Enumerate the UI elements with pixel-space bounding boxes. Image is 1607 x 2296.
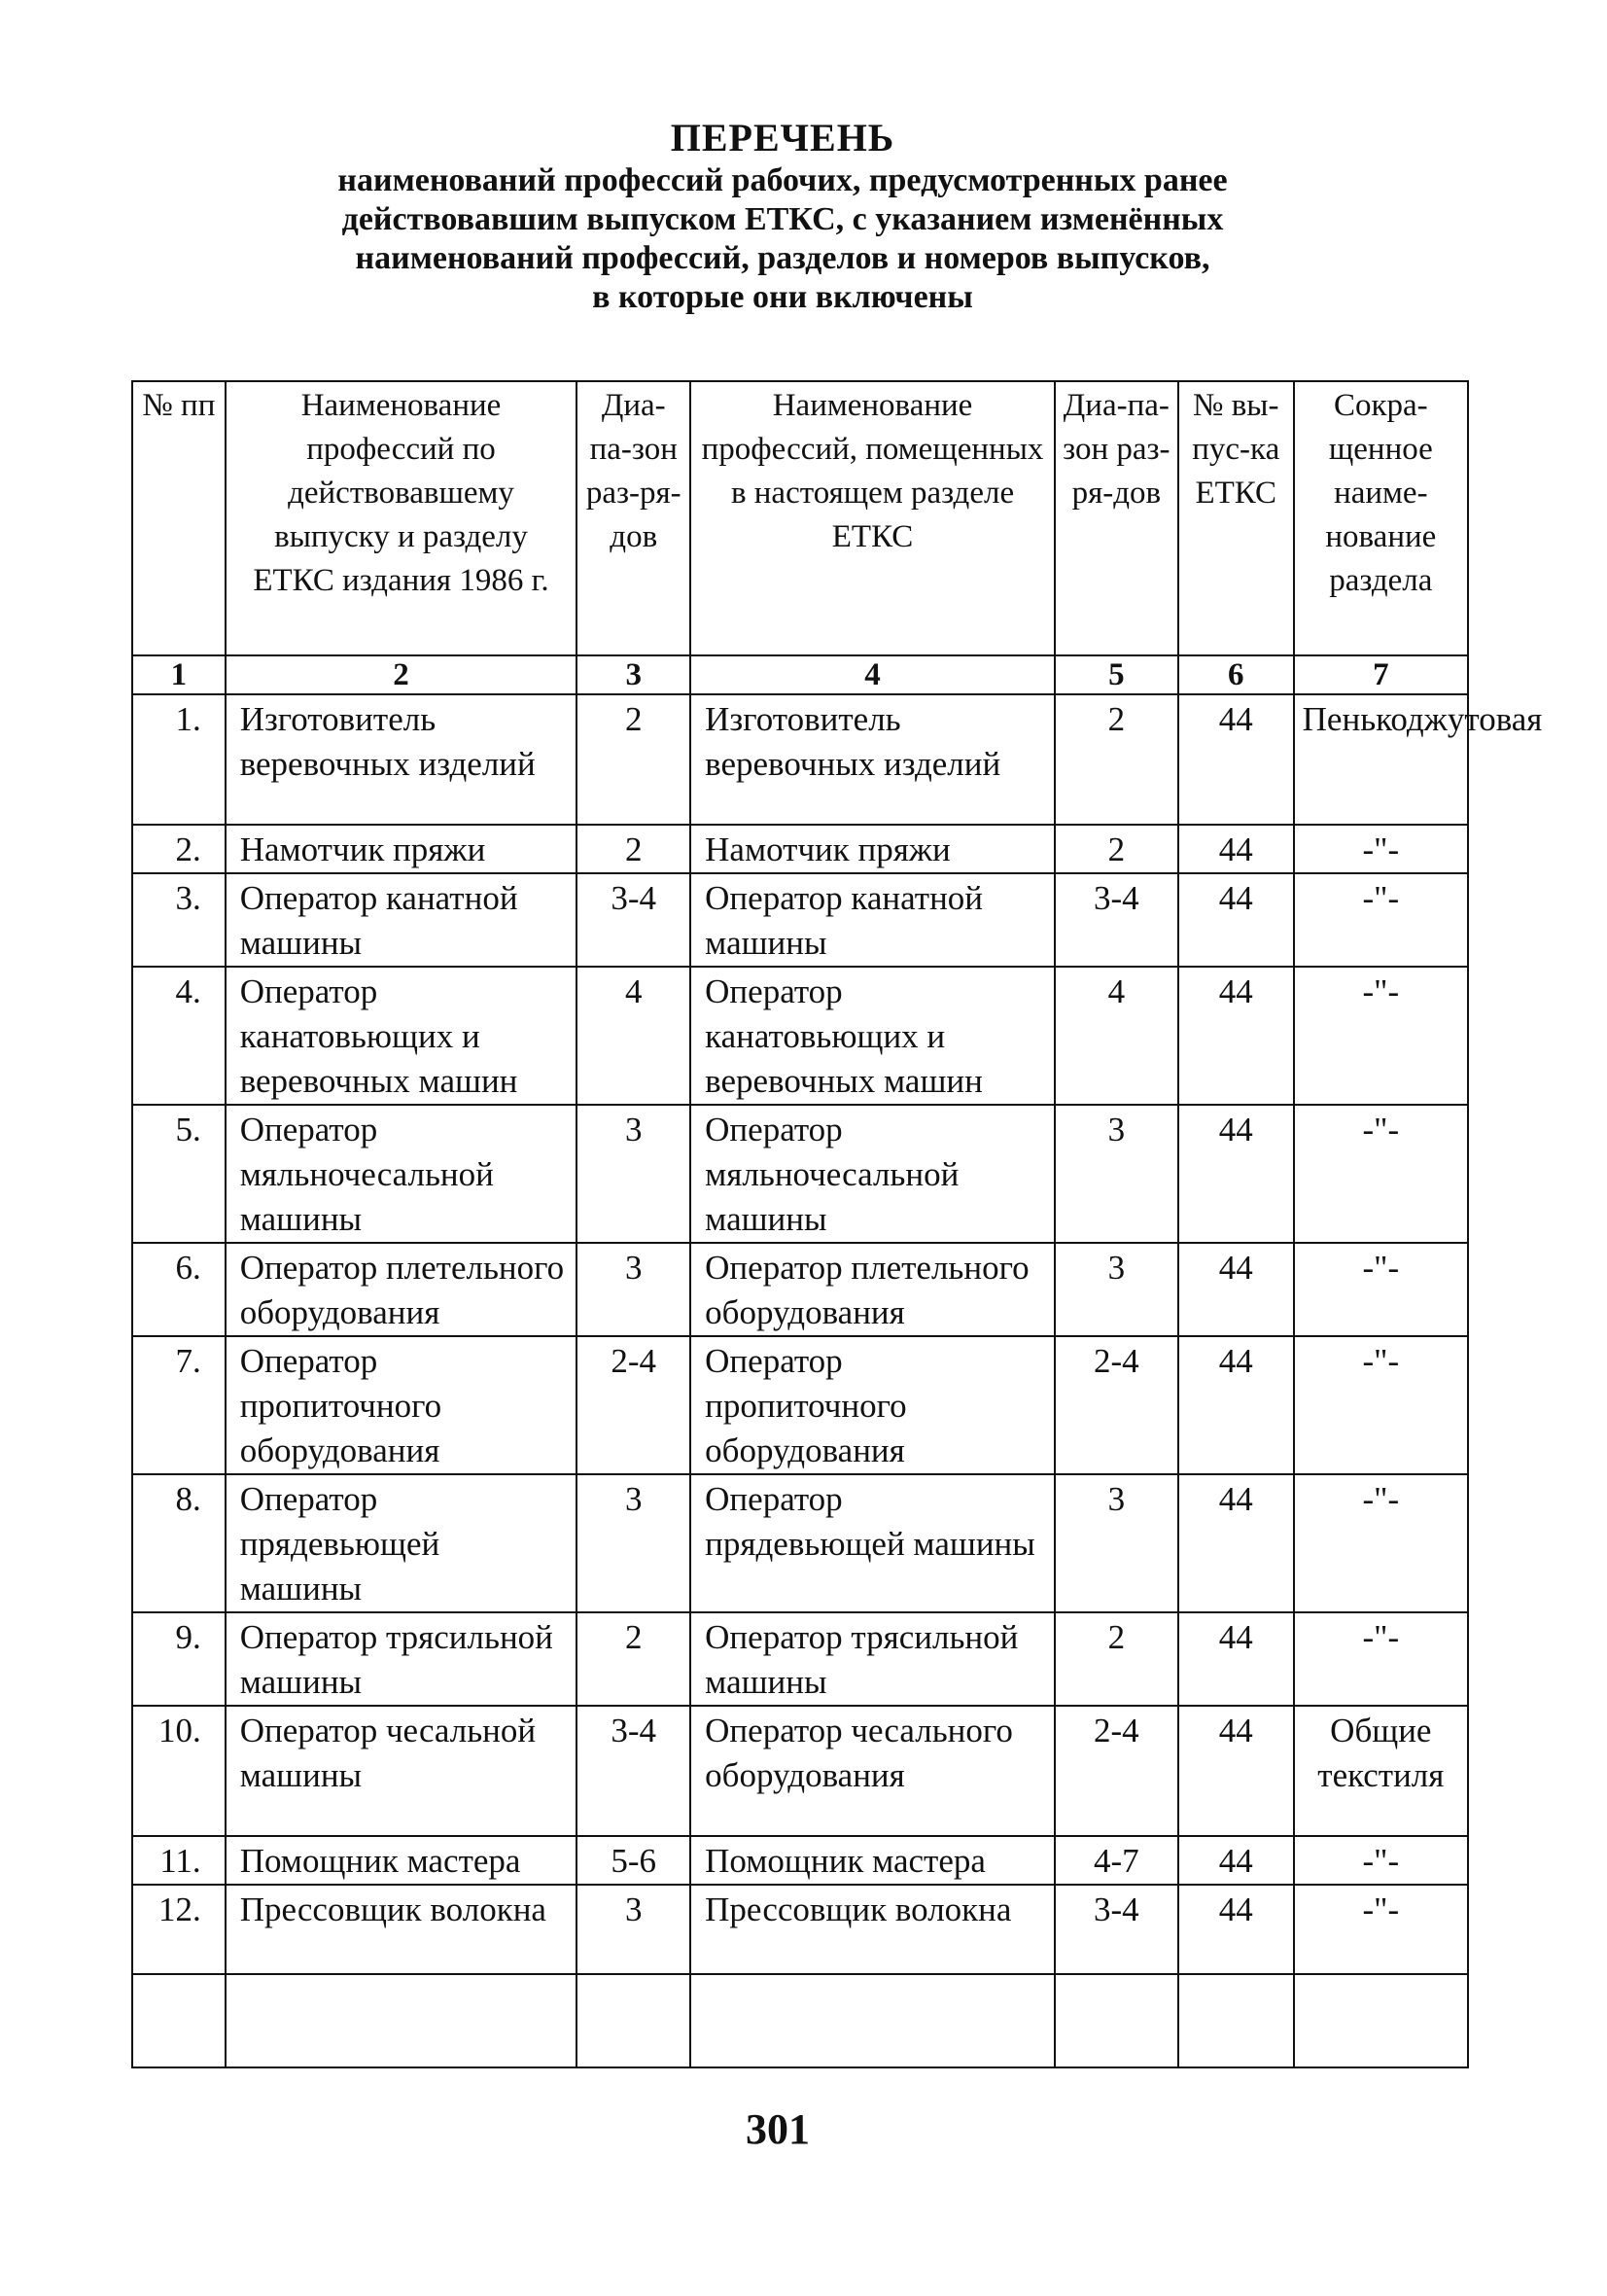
section-short-name: -"- [1294,1836,1468,1885]
old-grade-range: 3 [576,1243,690,1336]
empty-cell [226,1974,577,2067]
column-number: 4 [690,655,1055,694]
table-row [132,873,1468,967]
row-number: 12. [132,1885,226,1974]
issue-number: 44 [1178,1706,1294,1836]
header-cell-old-name: Наименование профессий по действовавшему выпуску и разделу ЕТКС издания 1986 г. [226,381,577,655]
new-profession-name: Намотчик пряжи [690,825,1055,873]
section-short-name: -"- [1294,1474,1468,1612]
header-cell-new-name: Наименование профессий, помещенных в настоящем разделе ЕТКС [690,381,1055,655]
column-number: 5 [1055,655,1178,694]
new-profession-name: Прессовщик волокна [690,1885,1055,1974]
row-number: 1. [132,694,226,825]
new-profession-name: Оператор трясильной машины [690,1612,1055,1706]
new-profession-name: Изготовитель веревочных изделий [690,694,1055,825]
issue-number: 44 [1178,1243,1294,1336]
old-grade-range: 3 [576,1105,690,1243]
empty-cell [690,1974,1055,2067]
old-profession-name: Оператор прядевьющей машины [226,1474,577,1612]
column-number: 2 [226,655,577,694]
heading-line-2: действовавшим выпуском ЕТКС, с указанием изменённых [341,201,1224,237]
section-short-name: Общие текстиля [1294,1706,1468,1836]
issue-number: 44 [1178,1105,1294,1243]
professions-table [131,380,1543,2068]
issue-number: 44 [1178,694,1294,825]
new-profession-name: Оператор чесального оборудования [690,1706,1055,1836]
issue-number: 44 [1178,825,1294,873]
new-grade-range: 2 [1055,1612,1178,1706]
new-grade-range: 3 [1055,1474,1178,1612]
old-grade-range: 3-4 [576,873,690,967]
header-cell-number: № пп [132,381,226,655]
document-heading [0,115,1565,317]
section-short-name: -"- [1294,825,1468,873]
table-row [132,1706,1468,1836]
row-number: 5. [132,1105,226,1243]
issue-number: 44 [1178,1836,1294,1885]
header-cell-section: Сокра-щенное наиме-нование раздела [1294,381,1468,655]
old-grade-range: 3 [576,1885,690,1974]
issue-number: 44 [1178,1612,1294,1706]
row-number: 2. [132,825,226,873]
new-grade-range: 4 [1055,967,1178,1105]
table-row [132,1243,1468,1336]
old-grade-range: 4 [576,967,690,1105]
heading-line-3: наименований профессий, разделов и номеров выпусков, [355,240,1210,276]
row-number: 10. [132,1706,226,1836]
old-grade-range: 2-4 [576,1336,690,1474]
row-number: 11. [132,1836,226,1885]
empty-cell [576,1974,690,2067]
row-number: 4. [132,967,226,1105]
row-number: 6. [132,1243,226,1336]
heading-line-4: в которые они включены [592,279,973,315]
old-profession-name: Прессовщик волокна [226,1885,577,1974]
table-row [132,967,1468,1105]
new-grade-range: 3-4 [1055,1885,1178,1974]
old-grade-range: 3 [576,1474,690,1612]
column-number-row [132,655,1468,694]
empty-cell [1178,1974,1294,2067]
document-title: ПЕРЕЧЕНЬ [670,116,895,159]
new-grade-range: 3 [1055,1243,1178,1336]
new-profession-name: Оператор мяльночесальной машины [690,1105,1055,1243]
section-short-name: -"- [1294,1105,1468,1243]
empty-table-row [132,1974,1468,2067]
issue-number: 44 [1178,967,1294,1105]
column-number: 6 [1178,655,1294,694]
old-profession-name: Намотчик пряжи [226,825,577,873]
new-profession-name: Оператор плетельного оборудования [690,1243,1055,1336]
column-number: 7 [1294,655,1468,694]
new-grade-range: 2 [1055,694,1178,825]
old-profession-name: Оператор трясильной машины [226,1612,577,1706]
new-grade-range: 3 [1055,1105,1178,1243]
old-grade-range: 2 [576,825,690,873]
column-number: 3 [576,655,690,694]
heading-line-1: наименований профессий рабочих, предусмотренных ранее [337,162,1228,198]
row-number: 3. [132,873,226,967]
table-row [132,1105,1468,1243]
column-number: 1 [132,655,226,694]
table-row [132,1836,1468,1885]
table-row [132,1336,1468,1474]
page-number: 301 [746,2105,810,2153]
row-number: 8. [132,1474,226,1612]
table-header-row [132,381,1468,655]
new-profession-name: Оператор канатовьющих и веревочных машин [690,967,1055,1105]
section-short-name: Пенькоджутовая [1294,694,1468,825]
issue-number: 44 [1178,1336,1294,1474]
header-cell-old-range: Диа-па-зон раз-ря-дов [576,381,690,655]
section-short-name: -"- [1294,873,1468,967]
new-profession-name: Оператор пропиточного оборудования [690,1336,1055,1474]
new-profession-name: Оператор прядевьющей машины [690,1474,1055,1612]
header-cell-issue: № вы-пус-ка ЕТКС [1178,381,1294,655]
old-grade-range: 5-6 [576,1836,690,1885]
old-grade-range: 2 [576,694,690,825]
section-short-name: -"- [1294,1612,1468,1706]
old-profession-name: Изготовитель веревочных изделий [226,694,577,825]
old-profession-name: Оператор мяльночесальной машины [226,1105,577,1243]
table-row [132,1885,1468,1974]
section-short-name: -"- [1294,1885,1468,1974]
empty-cell [1055,1974,1178,2067]
table-row [132,825,1468,873]
old-grade-range: 3-4 [576,1706,690,1836]
new-grade-range: 4-7 [1055,1836,1178,1885]
old-grade-range: 2 [576,1612,690,1706]
section-short-name: -"- [1294,1336,1468,1474]
issue-number: 44 [1178,873,1294,967]
header-cell-new-range: Диа-па-зон раз-ря-дов [1055,381,1178,655]
table-row [132,1612,1468,1706]
old-profession-name: Оператор пропиточного оборудования [226,1336,577,1474]
old-profession-name: Оператор плетельного оборудования [226,1243,577,1336]
old-profession-name: Оператор канатовьющих и веревочных машин [226,967,577,1105]
empty-cell [132,1974,226,2067]
table-row [132,694,1468,825]
section-short-name: -"- [1294,967,1468,1105]
new-profession-name: Оператор канатной машины [690,873,1055,967]
issue-number: 44 [1178,1474,1294,1612]
issue-number: 44 [1178,1885,1294,1974]
new-grade-range: 2-4 [1055,1706,1178,1836]
new-grade-range: 3-4 [1055,873,1178,967]
new-profession-name: Помощник мастера [690,1836,1055,1885]
new-grade-range: 2 [1055,825,1178,873]
table-row [132,1474,1468,1612]
empty-cell [1294,1974,1468,2067]
old-profession-name: Оператор чесальной машины [226,1706,577,1836]
old-profession-name: Помощник мастера [226,1836,577,1885]
new-grade-range: 2-4 [1055,1336,1178,1474]
row-number: 7. [132,1336,226,1474]
row-number: 9. [132,1612,226,1706]
old-profession-name: Оператор канатной машины [226,873,577,967]
section-short-name: -"- [1294,1243,1468,1336]
